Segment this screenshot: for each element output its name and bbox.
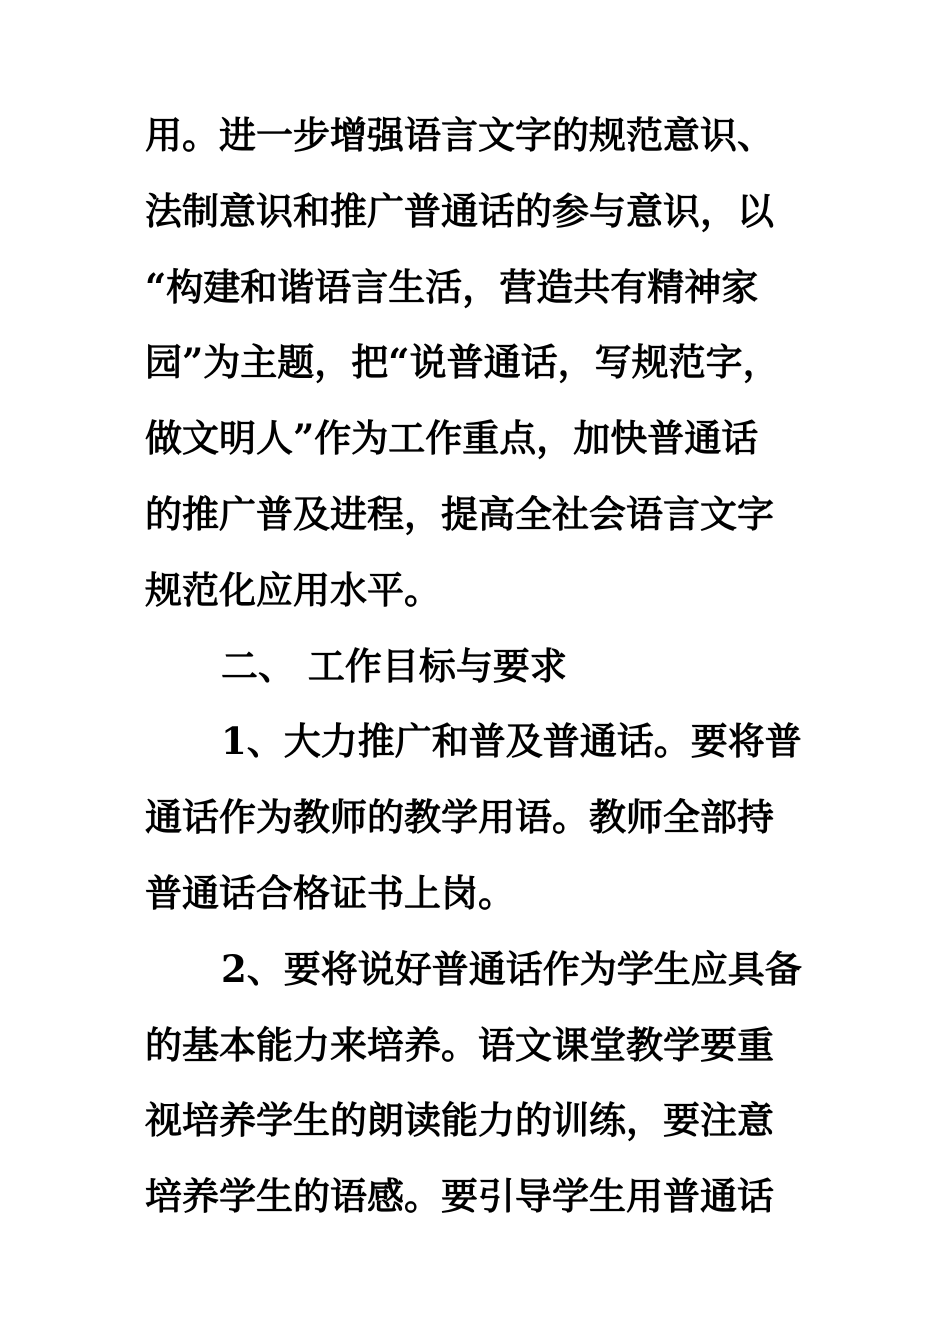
paragraph-line: 的基本能力来培养。语文课堂教学要重 [145, 1022, 774, 1067]
section-heading: 二、 工作目标与要求 [221, 643, 567, 688]
paragraph-line: 普通话合格证书上岗。 [145, 870, 515, 915]
paragraph-line: 培养学生的语感。要引导学生用普通话 [145, 1174, 774, 1219]
paragraph-line: 1、大力推广和普及普通话。要将普 [221, 719, 802, 764]
paragraph-line: 做文明人”作为工作重点，加快普通话 [145, 416, 759, 461]
paragraph-line: “构建和谐语言生活，营造共有精神家 [145, 264, 759, 309]
paragraph-line: 规范化应用水平。 [145, 567, 441, 612]
document-body [145, 98, 825, 1235]
paragraph-line: 通话作为教师的教学用语。教师全部持 [145, 795, 774, 840]
paragraph-line: 视培养学生的朗读能力的训练，要注意 [145, 1098, 774, 1143]
paragraph-line: 的推广普及进程，提高全社会语言文字 [145, 491, 774, 536]
paragraph-line: 2、要将说好普通话作为学生应具备 [221, 946, 802, 991]
paragraph-line: 用。进一步增强语言文字的规范意识、 [145, 113, 774, 157]
paragraph-line: 园”为主题，把“说普通话，写规范字， [145, 340, 780, 385]
paragraph-line: 法制意识和推广普通话的参与意识，以 [145, 188, 774, 233]
